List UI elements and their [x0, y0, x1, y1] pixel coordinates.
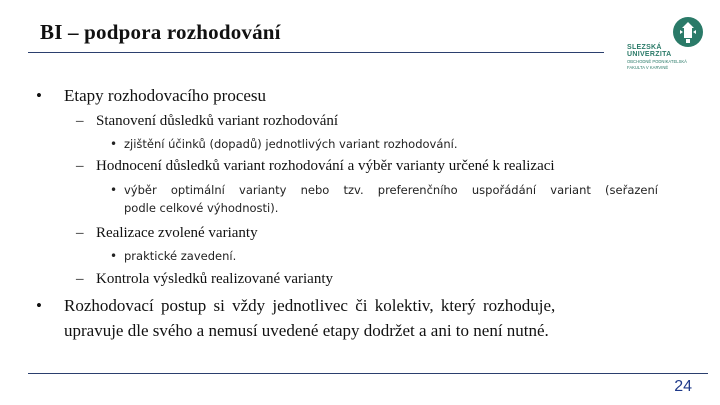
detail-item	[110, 183, 658, 215]
detail-text-line-2: podle celkové výhodnosti).	[124, 201, 279, 215]
bullet-icon: •	[110, 137, 118, 151]
sub-item-text: Stanovení důsledků variant rozhodování	[96, 113, 339, 129]
logo-line-1: SLEZSKÁ	[627, 44, 662, 51]
logo-line-3: OBCHODNĚ PODNIKATELSKÁ	[627, 59, 687, 64]
sub-item	[76, 225, 258, 242]
dash-icon: –	[76, 271, 84, 287]
title-divider	[28, 52, 604, 53]
detail-text: praktické zavedení.	[124, 249, 237, 263]
sub-item-text: Kontrola výsledků realizované varianty	[96, 271, 333, 287]
bullet-text-line-2: upravuje dle svého a nemusí uvedené etapy dodržet a ani to není nutné.	[64, 321, 549, 340]
bullet-icon: •	[110, 183, 118, 197]
sub-item	[76, 271, 333, 288]
sub-item-text: Realizace zvolené varianty	[96, 225, 258, 241]
university-logo	[622, 14, 708, 82]
bullet-icon: •	[36, 296, 42, 315]
page-number: 24	[674, 378, 692, 395]
dash-icon: –	[76, 158, 84, 174]
detail-text-line-1: výběr optimální varianty nebo tzv. preferenčního uspořádání variant (seřazení	[124, 183, 658, 197]
logo-line-4: FAKULTA V KARVINÉ	[627, 65, 669, 71]
bullet-text: Etapy rozhodovacího procesu	[64, 86, 267, 105]
bullet-icon: •	[36, 86, 42, 105]
logo-line-2: UNIVERZITA	[627, 51, 672, 58]
dash-icon: –	[76, 113, 84, 129]
dash-icon: –	[76, 225, 84, 241]
detail-item	[110, 137, 458, 151]
sub-item	[76, 158, 555, 175]
sub-item-text: Hodnocení důsledků variant rozhodování a výběr varianty určené k realizaci	[96, 158, 555, 174]
bullet-item	[36, 296, 662, 341]
footer-divider	[28, 373, 708, 374]
bullet-item	[36, 86, 266, 106]
bullet-text-line-1: Rozhodovací postup si vždy jednotlivec či kolektiv, který rozhoduje,	[64, 296, 556, 315]
sub-item	[76, 113, 338, 130]
bullet-icon: •	[110, 249, 118, 263]
detail-item	[110, 249, 236, 263]
detail-text: zjištění účinků (dopadů) jednotlivých variant rozhodování.	[124, 137, 458, 151]
slide-title: BI – podpora rozhodování	[40, 20, 281, 44]
